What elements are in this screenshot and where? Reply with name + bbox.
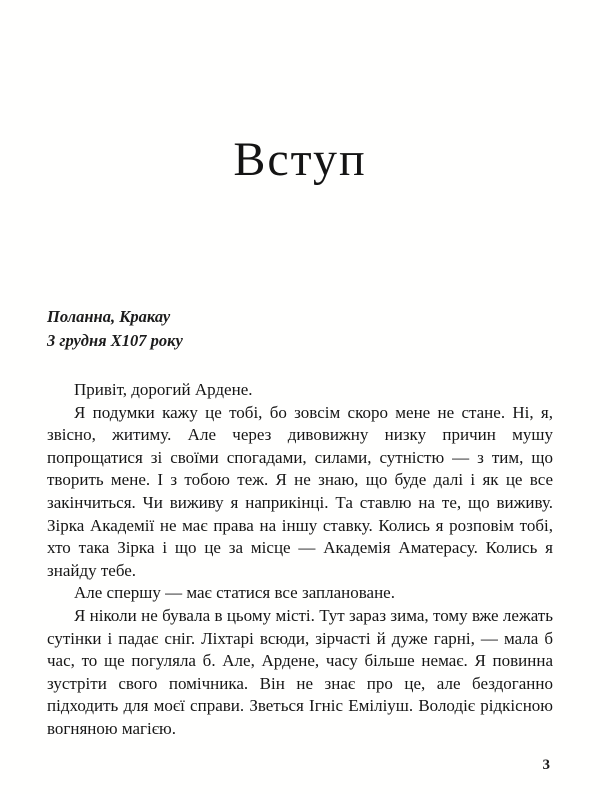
chapter-title: Вступ (233, 133, 367, 186)
dateline (47, 305, 600, 353)
page-number: 3 (542, 757, 550, 773)
dateline-date: 3 грудня Х107 року (47, 331, 183, 350)
paragraph: Але спершу — має статися все заплановане. (74, 583, 395, 603)
paragraph: Я подумки кажу це тобі, бо зовсім скоро мене не стане. Ні, я, звісно, житиму. Але через дивовижну низку причин мушу попрощатися зі своїми спогадами, силами, сутністю — з тим, що творить мене. І з тобою теж. Я не знаю, що буде далі і як це все закінчиться. Чи виживу я наприкінці. Та ставлю на те, що виживу. Зірка Академії не має права на іншу ставку. Колись я розповім тобі, хто така Зірка і що це за місце — Академія Аматерасу. Колись я знайду тебе. (47, 402, 553, 580)
paragraph: Привіт, дорогий Ардене. (74, 380, 253, 399)
dateline-location: Поланна, Кракау (47, 307, 171, 326)
paragraph: Я ніколи не бувала в цьому місті. Тут зараз зима, тому вже лежать сутінки і падає сніг. Ліхтарі всюди, зірчасті й дуже гарні, — мала б час, то ще погуляла б. Але, Ардене, часу більше немає. Я повинна зустріти свого помічника. Він не знає про це, але бездоганно підходить для моєї справи. Зветься Ігніс Еміліуш. Володіє рідкісною вогняною магією. (47, 605, 553, 738)
body-text (47, 379, 553, 741)
